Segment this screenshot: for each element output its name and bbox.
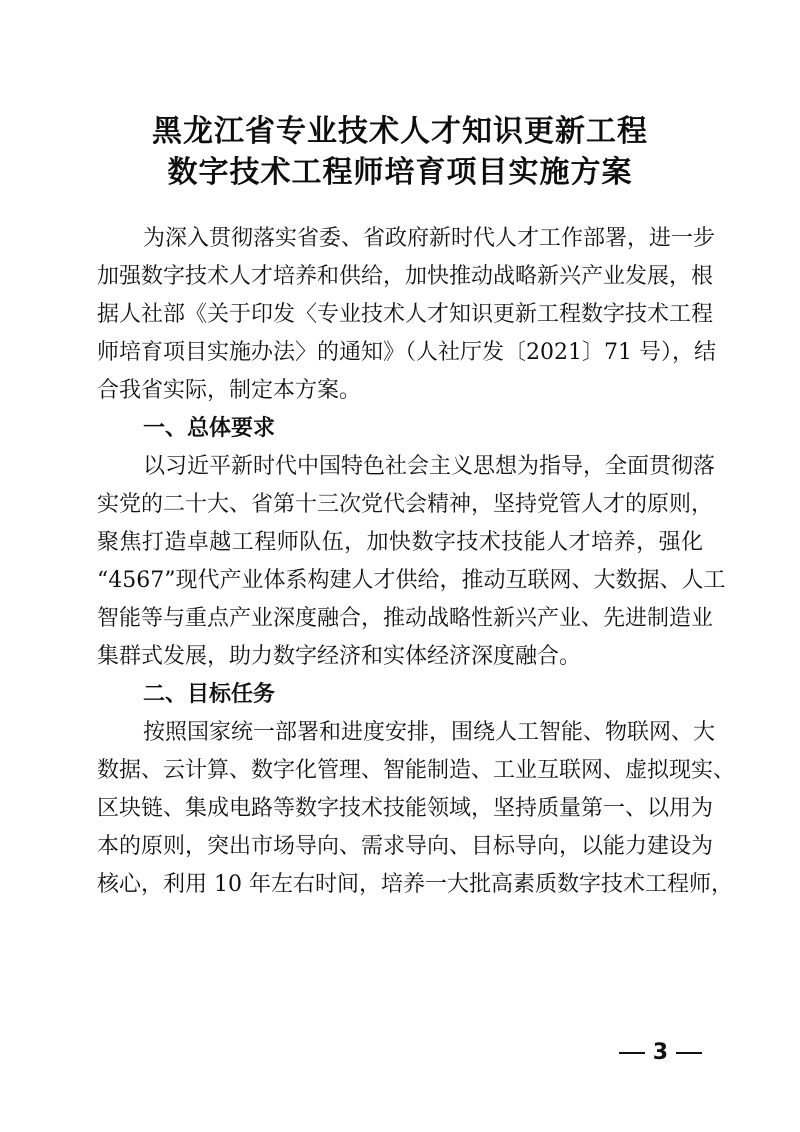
page-number-dash-left bbox=[619, 1052, 645, 1054]
section-heading-objectives: 二、目标任务 bbox=[143, 682, 276, 707]
section1-line: 集群式发展，助力数字经济和实体经济深度融合。 bbox=[97, 644, 582, 669]
section1-line: 以习近平新时代中国特色社会主义思想为指导，全面贯彻落 bbox=[143, 454, 716, 479]
intro-line: 据人社部《关于印发〈专业技术人才知识更新工程数字技术工程 bbox=[97, 302, 714, 327]
section-heading-general-requirements: 一、总体要求 bbox=[143, 416, 276, 441]
page-number-value: 3 bbox=[652, 1040, 668, 1065]
section2-line: 区块链、集成电路等数字技术技能领域，坚持质量第一、以用为 bbox=[97, 796, 714, 821]
page-number bbox=[619, 1040, 702, 1065]
document-body bbox=[97, 220, 736, 904]
section1-line: 实党的二十大、省第十三次党代会精神，坚持党管人才的原则， bbox=[97, 492, 714, 517]
intro-line: 师培育项目实施办法〉的通知》（人社厅发〔2021〕71 号），结 bbox=[97, 340, 716, 365]
section1-line: 聚焦打造卓越工程师队伍，加快数字技术技能人才培养，强化 bbox=[97, 530, 703, 555]
page-number-dash-right bbox=[676, 1052, 702, 1054]
section2-line: 本的原则，突出市场导向、需求导向、目标导向，以能力建设为 bbox=[97, 834, 714, 859]
section2-line: 核心，利用 10 年左右时间，培养一大批高素质数字技术工程师， bbox=[97, 872, 733, 897]
section1-line: 智能等与重点产业深度融合，推动战略性新兴产业、先进制造业 bbox=[97, 606, 714, 631]
section1-line: “4567”现代产业体系构建人才供给，推动互联网、大数据、人工 bbox=[97, 568, 726, 593]
document-title-line-2: 数字技术工程师培育项目实施方案 bbox=[167, 155, 633, 190]
intro-line: 加强数字技术人才培养和供给，加快推动战略新兴产业发展，根 bbox=[97, 264, 714, 289]
section2-line: 数据、云计算、数字化管理、智能制造、工业互联网、虚拟现实、 bbox=[97, 758, 736, 783]
intro-line: 为深入贯彻落实省委、省政府新时代人才工作部署，进一步 bbox=[143, 226, 716, 251]
intro-line: 合我省实际，制定本方案。 bbox=[97, 378, 362, 403]
section2-line: 按照国家统一部署和进度安排，围绕人工智能、物联网、大 bbox=[143, 720, 716, 745]
document-title-line-1: 黑龙江省专业技术人才知识更新工程 bbox=[152, 114, 648, 149]
